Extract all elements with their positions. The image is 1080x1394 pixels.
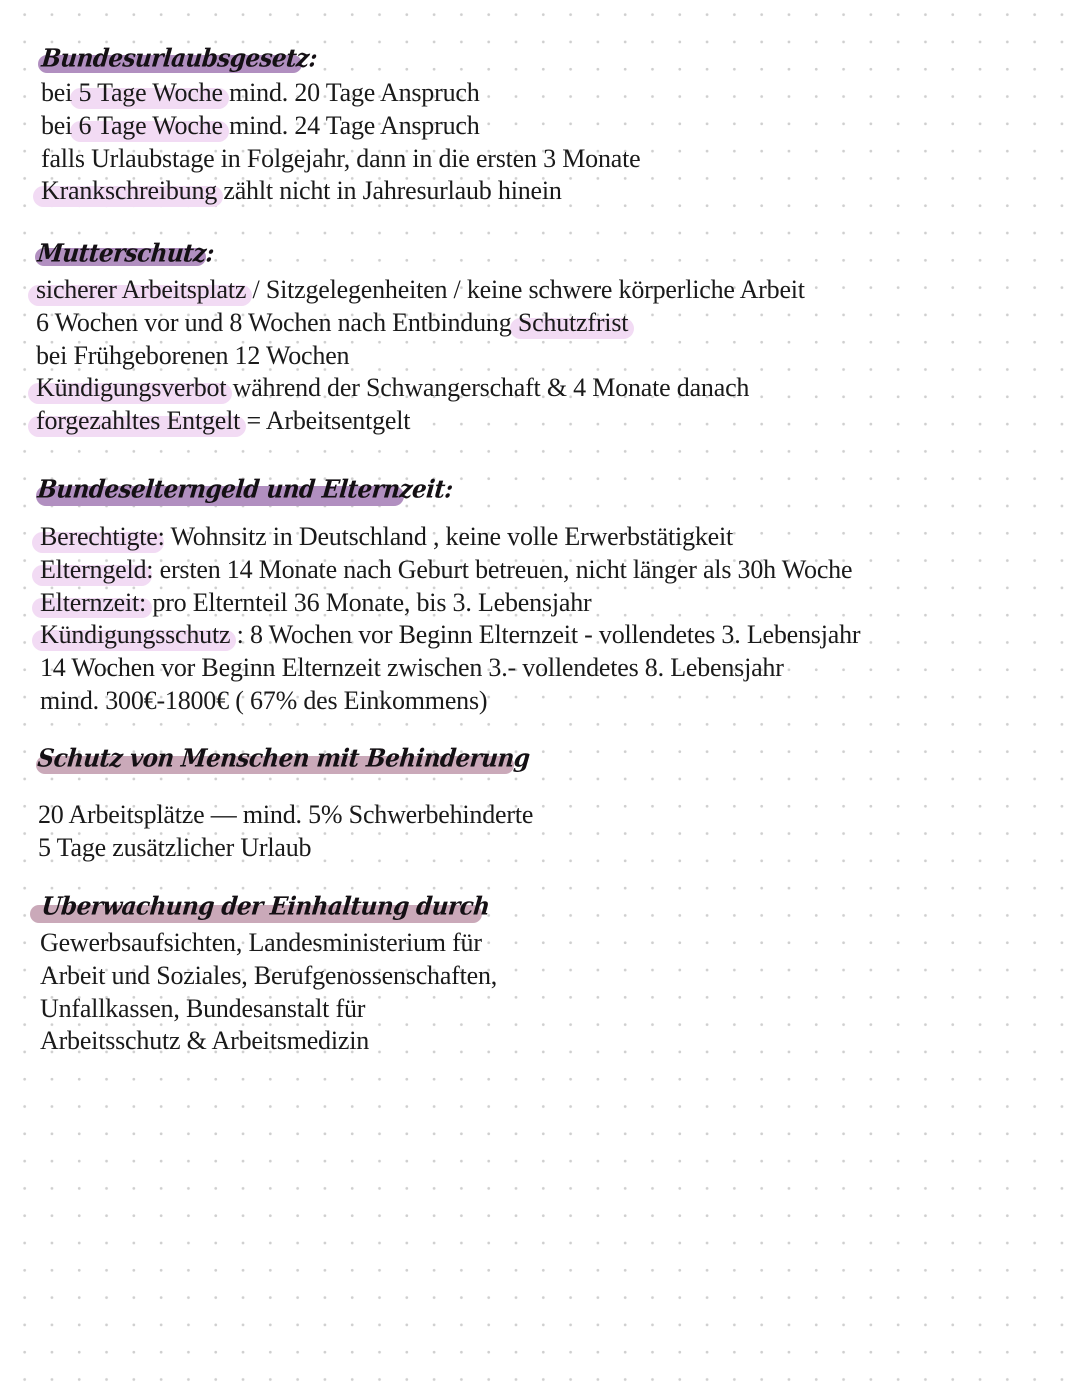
text-highlight: Elterngeld [40,554,146,587]
text-line: Kündigungsschutz : 8 Wochen vor Beginn Elternzeit - vollendetes 3. Lebensjahr [40,619,860,652]
text-line: Elterngeld: ersten 14 Monate nach Geburt betreuen, nicht länger als 30h Woche [40,554,860,587]
text-line: bei 6 Tage Woche mind. 24 Tage Anspruch [41,110,640,143]
text-line: Gewerbsaufsichten, Landesministerium für [40,928,482,957]
text-line: 6 Wochen vor und 8 Wochen nach Entbindung Schutzfrist [36,307,805,340]
text-line: bei 5 Tage Woche mind. 20 Tage Anspruch [41,77,640,110]
section-body [38,799,533,865]
section-heading: Schutz von Menschen mit Behinderung [36,743,531,773]
text-highlight: Kündigungsschutz [40,619,230,652]
text-highlight: Kündigungsverbot [36,372,226,405]
section-heading: Bundeselterngeld und Elternzeit: [36,474,455,504]
text-highlight: 5 Tage Woche [78,77,222,110]
text-line: 5 Tage zusätzlicher Urlaub [38,832,312,862]
section-heading: Bundesurlaubsgesetz: [40,43,319,73]
text-line: 20 Arbeitsplätze — mind. 5% Schwerbehinderte [38,800,534,829]
text-line: falls Urlaubstage in Folgejahr, dann in die ersten 3 Monate [41,143,641,173]
text-highlight: 6 Tage Woche [78,110,222,143]
text-line: Arbeitsschutz & Arbeitsmedizin [40,1026,370,1056]
text-line: sicherer Arbeitsplatz / Sitzgelegenheiten / keine schwere körperliche Arbeit [36,274,805,307]
text-line: 14 Wochen vor Beginn Elternzeit zwischen 3.- vollendetes 8. Lebensjahr [40,653,784,683]
section-body [36,274,805,438]
text-line: Arbeit und Soziales, Berufgenossenschaften, [40,960,498,990]
section-heading: Mutterschutz: [36,238,216,268]
text-line: mind. 300€-1800€ ( 67% des Einkommens) [40,685,488,715]
text-line: Unfallkassen, Bundesanstalt für [40,993,366,1023]
section-heading: Uberwachung der Einhaltung durch [40,891,491,921]
text-highlight: forgezahltes Entgelt [36,405,240,438]
section-body [40,521,860,718]
text-line: Kündigungsverbot während der Schwangerschaft & 4 Monate danach [36,372,805,405]
text-line: bei Frühgeborenen 12 Wochen [36,340,350,370]
text-highlight: sicherer Arbeitsplatz [36,274,246,307]
text-line: Elternzeit: pro Elternteil 36 Monate, bis 3. Lebensjahr [40,587,860,620]
text-highlight: Berechtigte [40,521,158,554]
section-body [40,927,497,1058]
text-highlight: Elternzeit: [40,587,146,620]
text-highlight: Krankschreibung [41,175,217,208]
section-body [41,77,640,208]
text-highlight: Schutzfrist [518,307,628,340]
text-line: forgezahltes Entgelt = Arbeitsentgelt [36,405,805,438]
text-line: Krankschreibung zählt nicht in Jahresurlaub hinein [41,175,640,208]
text-line: Berechtigte: Wohnsitz in Deutschland , keine volle Erwerbstätigkeit [40,521,860,554]
